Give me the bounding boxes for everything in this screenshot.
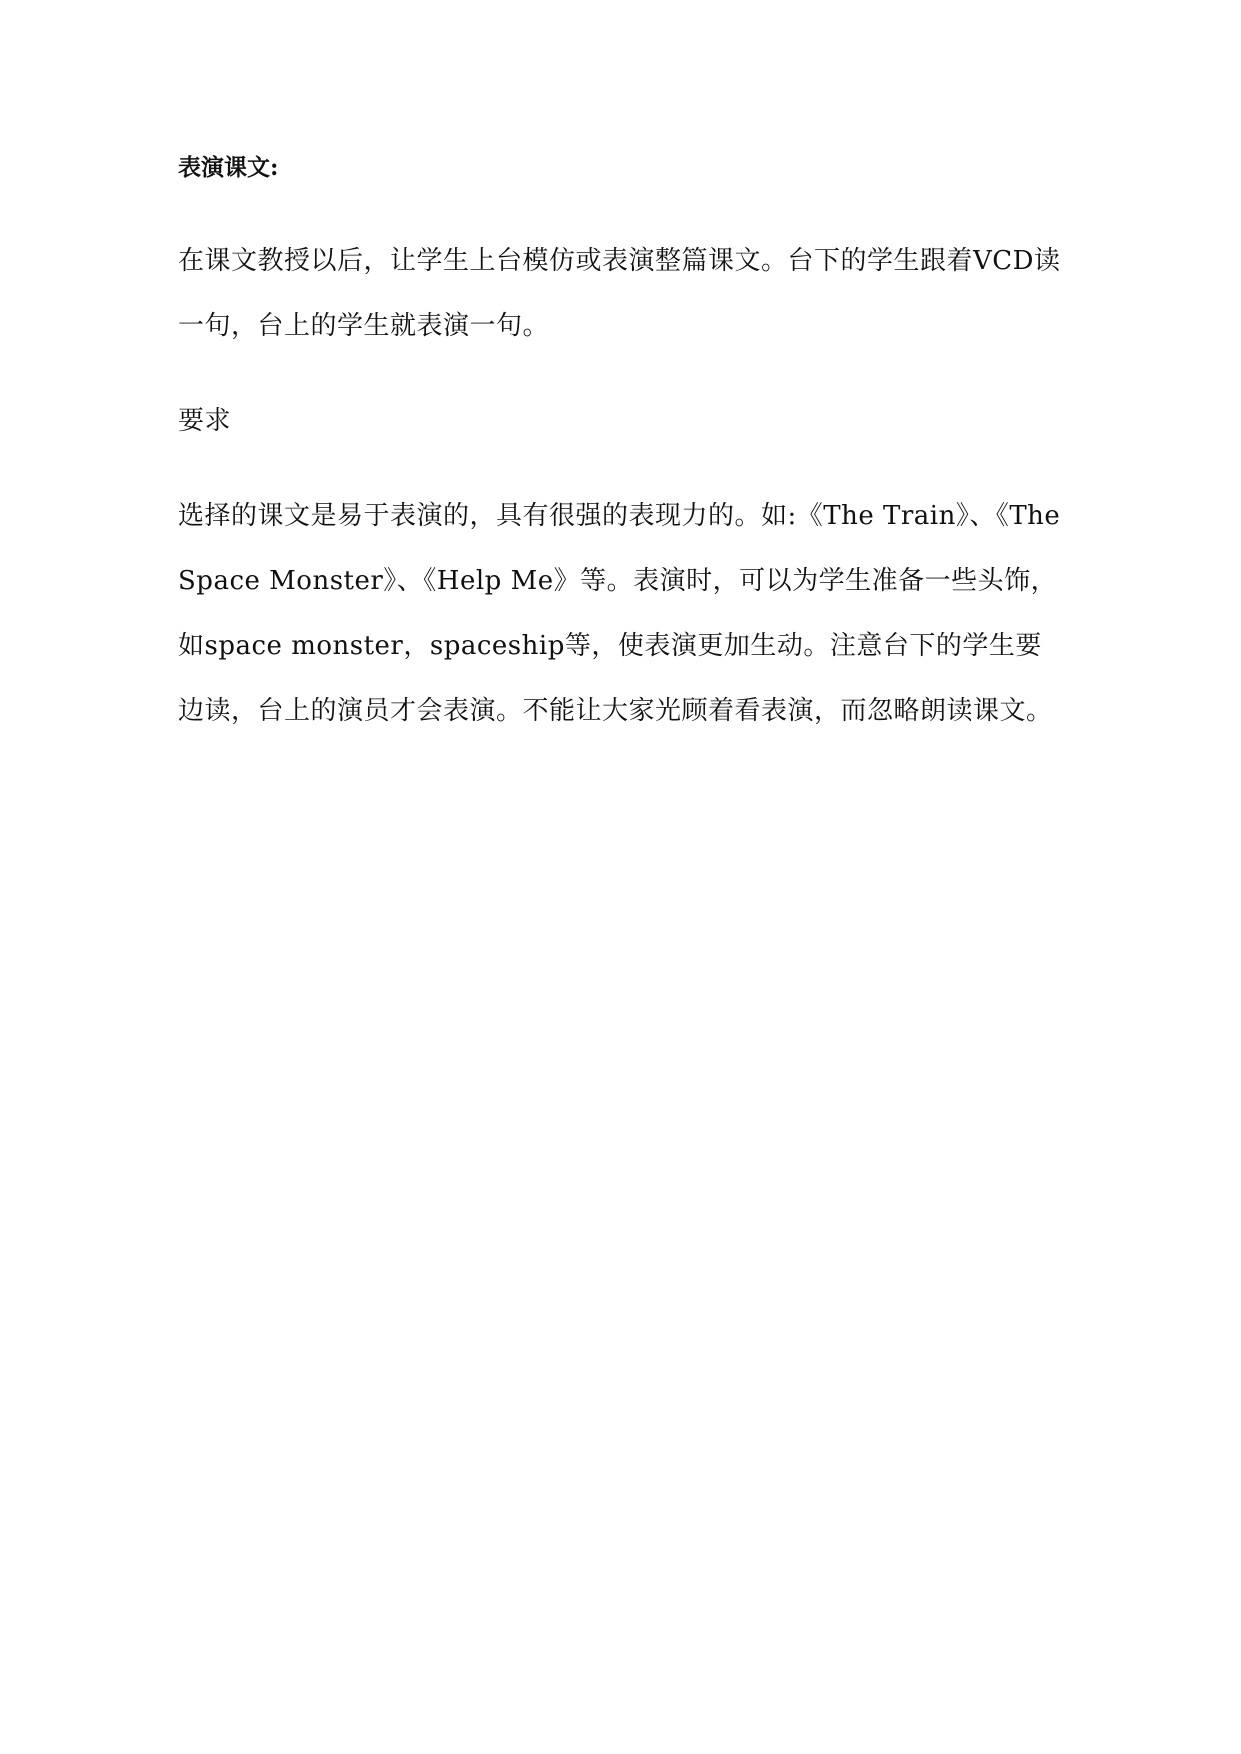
requirements-paragraph: 选择的课文是易于表演的，具有很强的表现力的。如:《The Train》、《The Space Monster》、《Help Me》等。表演时，可以为学生准备一些头饰，如space monster，spaceship等，使表演更加生动。注意台下的学生要边读，台上的演员才会表演。不能让大家光顾着看表演，而忽略朗读课文。: [178, 501, 1061, 726]
intro-paragraph: 在课文教授以后，让学生上台模仿或表演整篇课文。台下的学生跟着VCD读一句，台上的学生就表演一句。: [178, 246, 1061, 341]
requirements-subheading: 要求: [178, 406, 232, 436]
document-body: [178, 140, 1063, 744]
section-heading: 表演课文:: [178, 154, 279, 181]
